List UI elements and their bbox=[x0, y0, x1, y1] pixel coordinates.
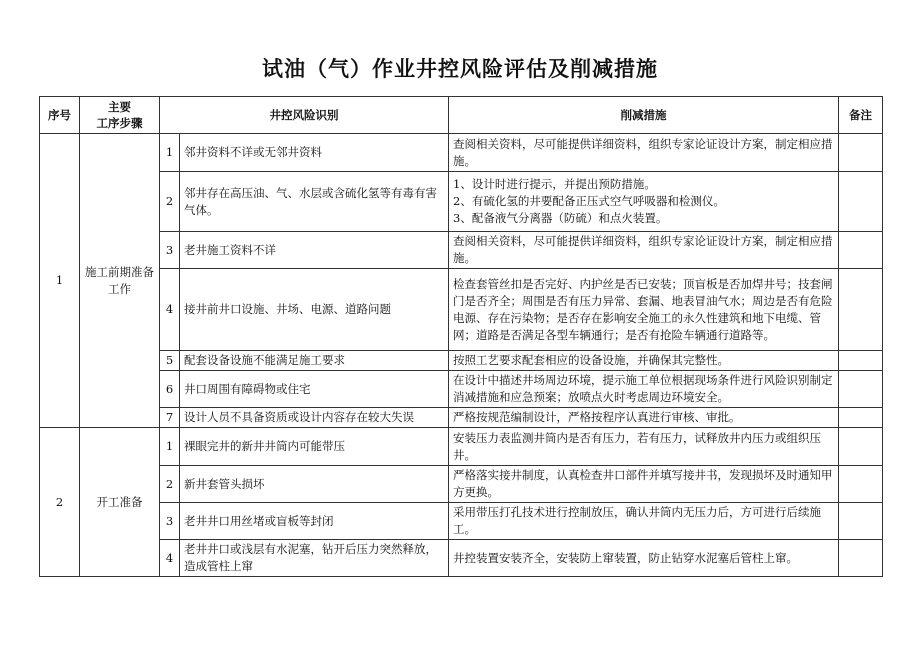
measure-cell: 1、设计时进行提示，并提出预防措施。 2、有硫化氢的井要配备正压式空气呼吸器和检测仪。 3、配备液气分离器（防硫）和点火装置。 bbox=[449, 172, 839, 232]
group-seq: 2 bbox=[40, 428, 80, 577]
table-row bbox=[40, 371, 883, 408]
remark-cell bbox=[839, 503, 883, 540]
remark-cell bbox=[839, 540, 883, 577]
header-step-line1: 主要 bbox=[108, 100, 131, 114]
row-number: 4 bbox=[160, 540, 180, 577]
risk-cell: 设计人员不具备资质或设计内容存在较大失误 bbox=[180, 408, 449, 428]
measure-cell: 在设计中描述井场周边环境，提示施工单位根据现场条件进行风险识别制定消减措施和应急预案；放喷点火时考虑周边环境安全。 bbox=[449, 371, 839, 408]
remark-cell bbox=[839, 371, 883, 408]
measure-cell: 检查套管丝扣是否完好、内护丝是否已安装；顶盲板是否加焊井号；技套闸门是否齐全；周围是否有压力异常、套漏、地表冒油气水；周边是否有危险电源、存在污染物；是否存在影响安全施工的永久性建筑和地下电缆、管网；道路是否满足各型车辆通行；是否有抢险车辆通行道路等。 bbox=[449, 269, 839, 351]
header-measure: 削减措施 bbox=[449, 97, 839, 134]
risk-cell: 邻井存在高压油、气、水层或含硫化氢等有毒有害气体。 bbox=[180, 172, 449, 232]
measure-cell: 按照工艺要求配套相应的设备设施，并确保其完整性。 bbox=[449, 351, 839, 371]
header-step bbox=[80, 97, 160, 134]
remark-cell bbox=[839, 172, 883, 232]
risk-table bbox=[39, 96, 883, 577]
risk-cell: 老井井口用丝堵或盲板等封闭 bbox=[180, 503, 449, 540]
header-seq: 序号 bbox=[40, 97, 80, 134]
measure-cell: 严格落实接井制度，认真检查井口部件并填写接井书，发现损坏及时通知甲方更换。 bbox=[449, 466, 839, 503]
table-row bbox=[40, 172, 883, 232]
measure-cell: 严格按规范编制设计，严格按程序认真进行审核、审批。 bbox=[449, 408, 839, 428]
remark-cell bbox=[839, 351, 883, 371]
risk-cell: 配套设备设施不能满足施工要求 bbox=[180, 351, 449, 371]
table-row bbox=[40, 134, 883, 172]
header-remark: 备注 bbox=[839, 97, 883, 134]
measure-cell: 井控装置安装齐全，安装防上窜装置，防止钻穿水泥塞后管柱上窜。 bbox=[449, 540, 839, 577]
header-risk: 井控风险识别 bbox=[160, 97, 449, 134]
table-row bbox=[40, 408, 883, 428]
risk-cell: 邻井资料不详或无邻井资料 bbox=[180, 134, 449, 172]
risk-cell: 新井套管头损坏 bbox=[180, 466, 449, 503]
group-step: 开工准备 bbox=[80, 428, 160, 577]
table-row bbox=[40, 503, 883, 540]
group-seq: 1 bbox=[40, 134, 80, 428]
row-number: 1 bbox=[160, 428, 180, 466]
risk-cell: 接井前井口设施、井场、电源、道路问题 bbox=[180, 269, 449, 351]
table-row bbox=[40, 269, 883, 351]
remark-cell bbox=[839, 134, 883, 172]
table-body bbox=[40, 134, 883, 577]
table-row bbox=[40, 540, 883, 577]
risk-cell: 井口周围有障碍物或住宅 bbox=[180, 371, 449, 408]
measure-cell: 采用带压打孔技术进行控制放压，确认井筒内无压力后，方可进行后续施工。 bbox=[449, 503, 839, 540]
measure-cell: 查阅相关资料，尽可能提供详细资料，组织专家论证设计方案，制定相应措施。 bbox=[449, 232, 839, 269]
row-number: 2 bbox=[160, 172, 180, 232]
row-number: 6 bbox=[160, 371, 180, 408]
row-number: 3 bbox=[160, 232, 180, 269]
remark-cell bbox=[839, 269, 883, 351]
page-title: 试油（气）作业井控风险评估及削减措施 bbox=[262, 57, 658, 81]
row-number: 2 bbox=[160, 466, 180, 503]
header-step-line2: 工序步骤 bbox=[96, 116, 143, 130]
row-number: 7 bbox=[160, 408, 180, 428]
remark-cell bbox=[839, 232, 883, 269]
remark-cell bbox=[839, 466, 883, 503]
table-row bbox=[40, 351, 883, 371]
remark-cell bbox=[839, 408, 883, 428]
risk-cell: 老井井口或浅层有水泥塞，钻开后压力突然释放，造成管柱上窜 bbox=[180, 540, 449, 577]
row-number: 5 bbox=[160, 351, 180, 371]
table-row bbox=[40, 428, 883, 466]
table-header-row bbox=[40, 97, 883, 134]
row-number: 1 bbox=[160, 134, 180, 172]
table-row bbox=[40, 232, 883, 269]
risk-cell: 裸眼完井的新井井筒内可能带压 bbox=[180, 428, 449, 466]
remark-cell bbox=[839, 428, 883, 466]
measure-cell: 查阅相关资料，尽可能提供详细资料，组织专家论证设计方案，制定相应措施。 bbox=[449, 134, 839, 172]
table-row bbox=[40, 466, 883, 503]
measure-cell: 安装压力表监测井筒内是否有压力，若有压力，试释放井内压力或组织压井。 bbox=[449, 428, 839, 466]
row-number: 4 bbox=[160, 269, 180, 351]
group-step: 施工前期准备工作 bbox=[80, 134, 160, 428]
risk-cell: 老井施工资料不详 bbox=[180, 232, 449, 269]
row-number: 3 bbox=[160, 503, 180, 540]
